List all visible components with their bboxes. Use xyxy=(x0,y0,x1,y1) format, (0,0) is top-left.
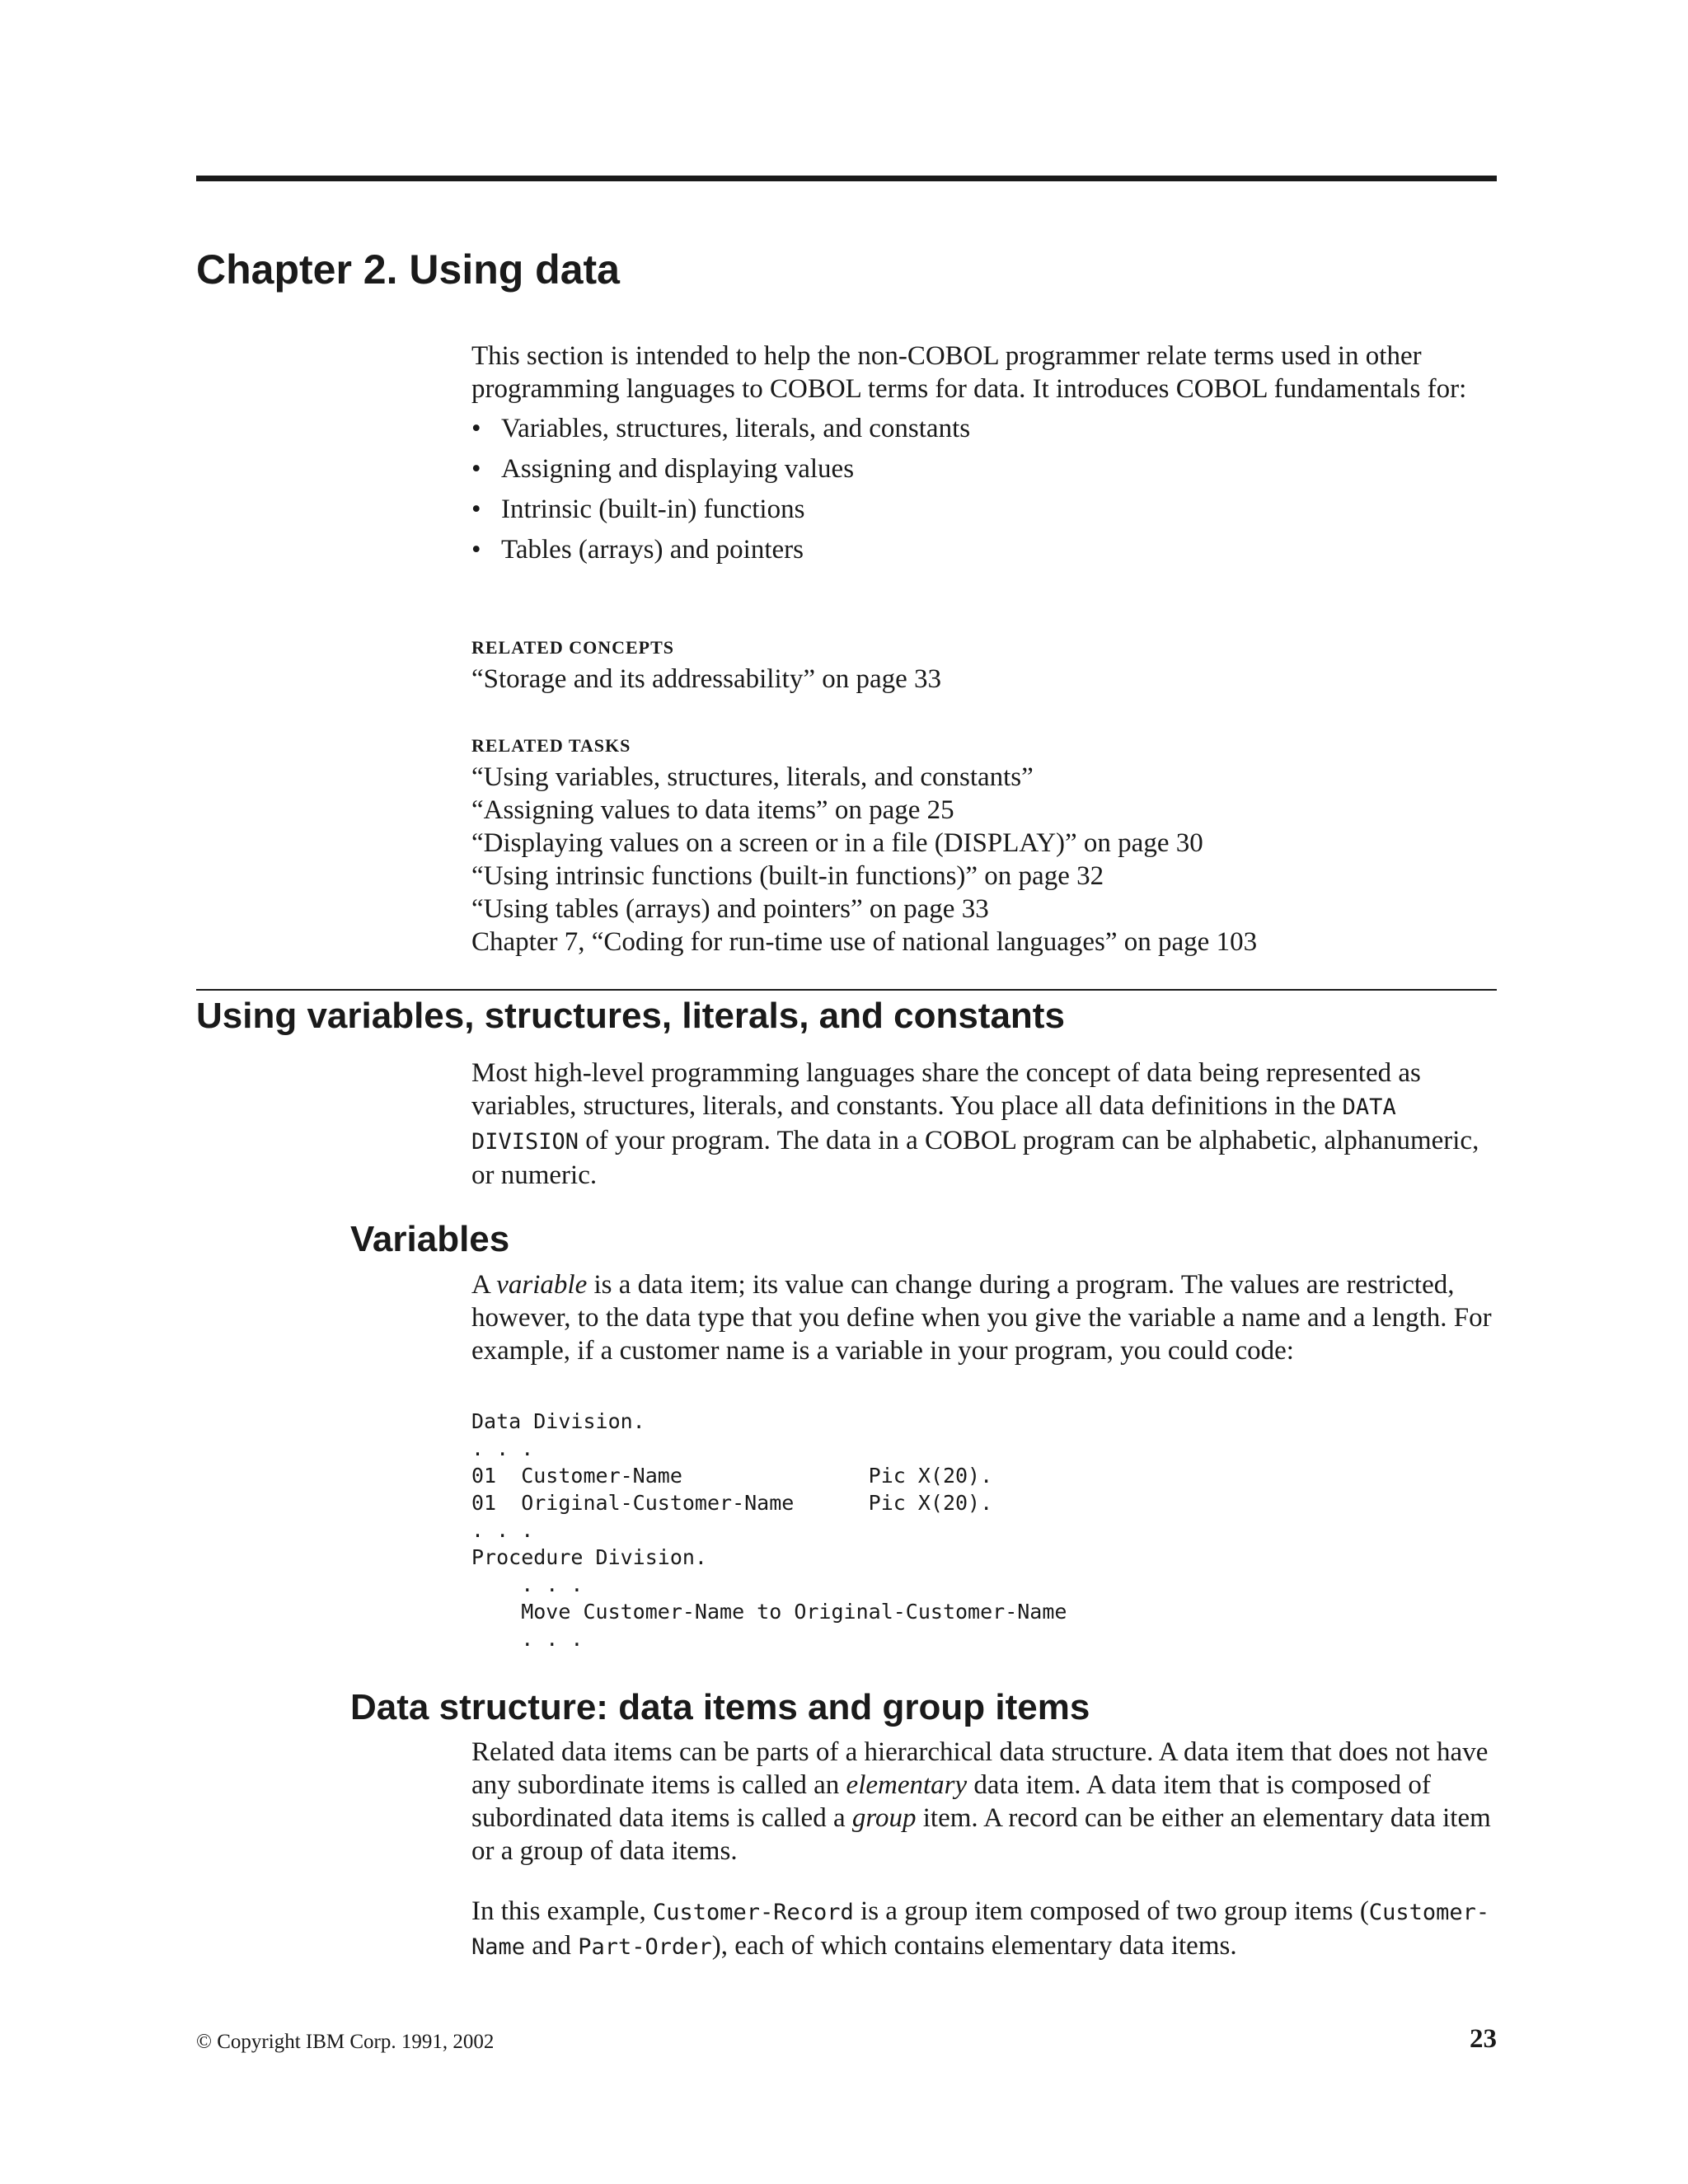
top-rule xyxy=(196,176,1497,181)
chapter-title: Chapter 2. Using data xyxy=(196,246,620,293)
related-link[interactable]: Chapter 7, “Coding for run-time use of national languages” on page 103 xyxy=(471,927,1258,957)
related-link[interactable]: “Storage and its addressability” on page 33 xyxy=(471,664,942,694)
page-number: 23 xyxy=(1470,2024,1497,2054)
related-link[interactable]: “Using intrinsic functions (built-in functions)” on page 32 xyxy=(471,861,1104,891)
inline-code: Customer-Record xyxy=(652,1900,854,1925)
chapter-bullet-list xyxy=(471,412,1497,566)
list-item: • Variables, structures, literals, and constants xyxy=(471,414,971,443)
bullet-icon: • xyxy=(471,535,481,565)
data-structure-heading: Data structure: data items and group items xyxy=(350,1687,1090,1727)
related-link[interactable]: “Displaying values on a screen or in a file (DISPLAY)” on page 30 xyxy=(471,828,1203,858)
bullet-icon: • xyxy=(471,454,481,484)
footer-copyright: © Copyright IBM Corp. 1991, 2002 xyxy=(196,2031,495,2053)
bullet-icon: • xyxy=(471,414,481,443)
variables-heading: Variables xyxy=(350,1219,510,1259)
related-concepts xyxy=(471,636,1497,696)
bullet-icon: • xyxy=(471,494,481,524)
related-link[interactable]: “Using tables (arrays) and pointers” on page 33 xyxy=(471,894,989,924)
list-item: • Tables (arrays) and pointers xyxy=(471,535,804,565)
inline-code: Part-Order xyxy=(578,1934,712,1960)
section-title: Using variables, structures, literals, and constants xyxy=(196,996,1065,1036)
section-intro: Most high-level programming languages share the concept of data being represented as variables, structures, literals, and constants. You place all data definitions in the DATA DIVISION of your program. The data in a COBOL program can be alphabetic, alphanumeric, or numeric. xyxy=(471,1058,1479,1190)
chapter-intro-block xyxy=(471,340,1497,574)
section-rule xyxy=(196,989,1497,991)
related-tasks-heading: RELATED TASKS xyxy=(471,735,631,756)
data-structure-para-1: Related data items can be parts of a hierarchical data structure. A data item that does not have any subordinate items is called an elementary data item. A data item that is composed of subordinated data items is called a group item. A record can be either an elementary data item or a group of data items. xyxy=(471,1737,1491,1866)
related-link[interactable]: “Using variables, structures, literals, and constants” xyxy=(471,762,1034,792)
chapter-intro: This section is intended to help the non-COBOL programmer relate terms used in other programming languages to COBOL terms for data. It introduces COBOL fundamentals for: xyxy=(471,341,1467,404)
inline-code: DATA DIVISION xyxy=(471,1094,1396,1155)
data-structure-para-2: In this example, Customer-Record is a group item composed of two group items (Customer-Name and Part-Order), each of which contains elementary data items. xyxy=(471,1896,1490,1961)
related-concepts-heading: RELATED CONCEPTS xyxy=(471,637,675,658)
related-tasks xyxy=(471,734,1497,958)
variables-para: A variable is a data item; its value can change during a program. The values are restricted, however, to the data type that you define when you give the variable a name and a length. For example, if a customer name is a variable in your program, you could code: xyxy=(471,1270,1492,1366)
code-example: Data Division. . . . 01 Customer-Name Pic X(20). 01 Original-Customer-Name Pic X(20). . . . Procedure Division. . . . Move Customer-Name to Original-Customer-Name . . . xyxy=(471,1409,1067,1651)
related-link[interactable]: “Assigning values to data items” on page 25 xyxy=(471,795,954,825)
list-item: • Intrinsic (built-in) functions xyxy=(471,494,805,524)
list-item: • Assigning and displaying values xyxy=(471,454,855,484)
inline-code: Customer-Name xyxy=(471,1900,1490,1960)
